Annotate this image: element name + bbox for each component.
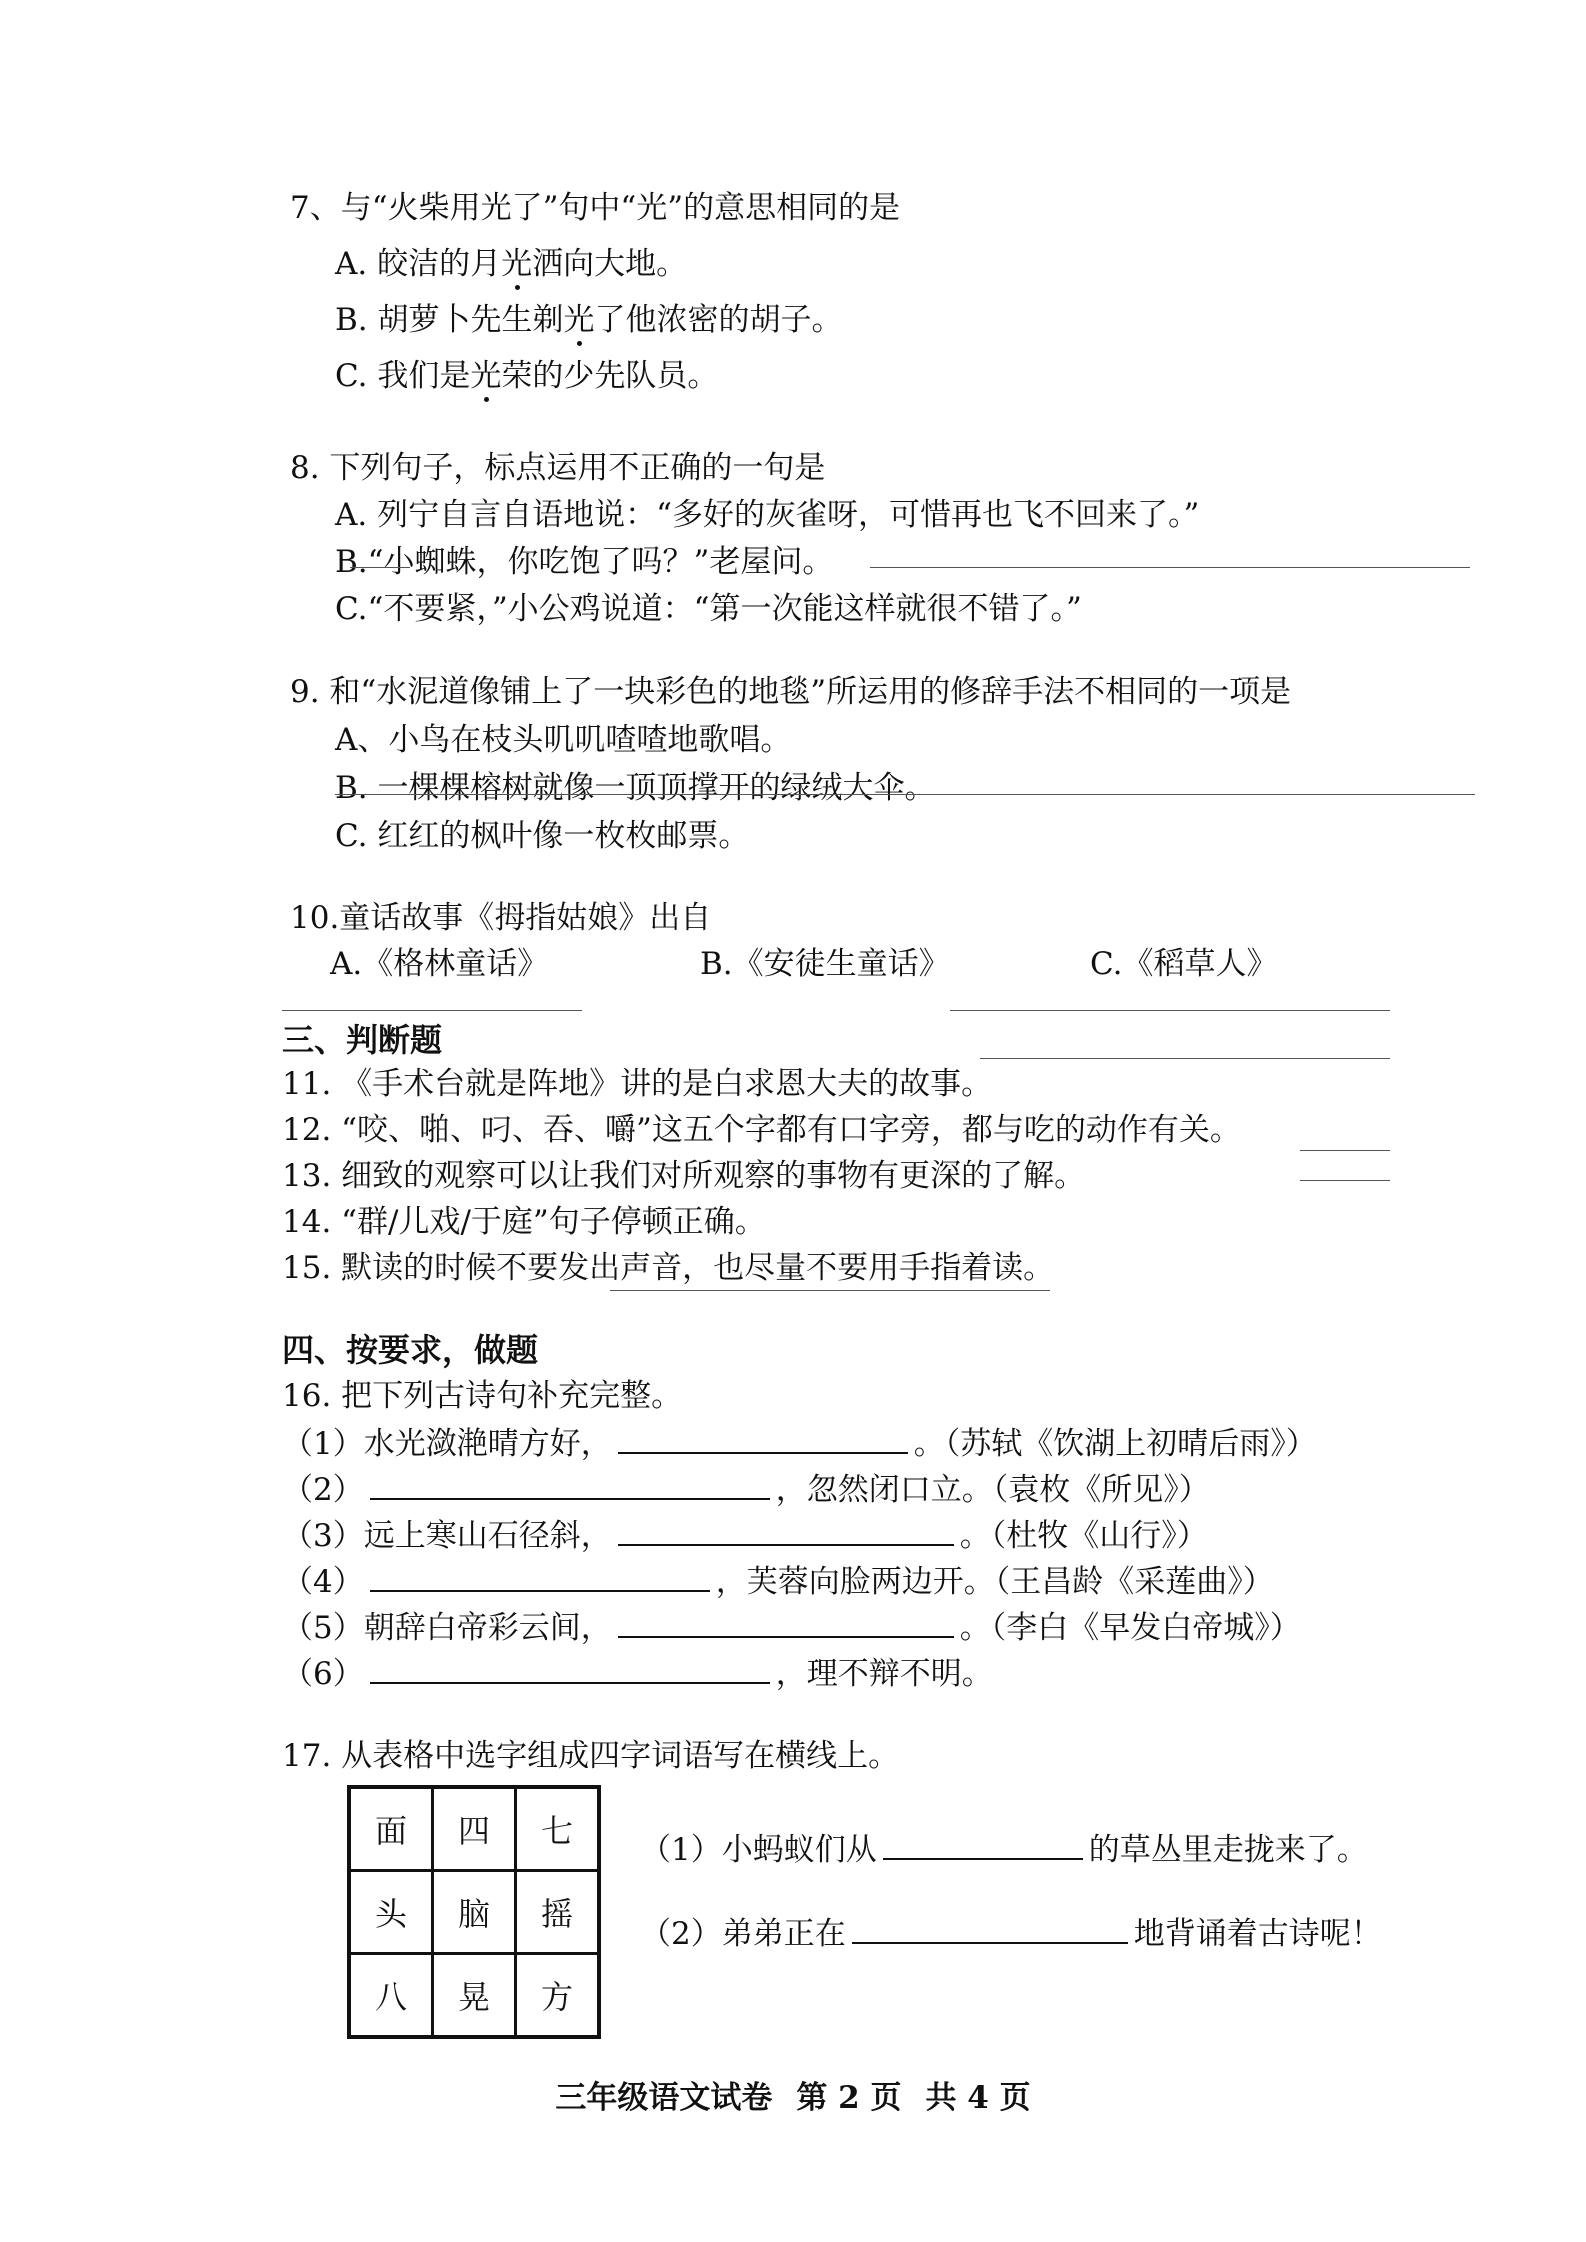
page-number: 第 2 页	[796, 2080, 902, 2116]
question-10-option-a: A.《格林童话》	[330, 946, 549, 982]
judgment-item-14: 14. “群/儿戏/于庭”句子停顿正确。	[282, 1204, 766, 1240]
scan-mark	[335, 794, 1475, 795]
question-10-option-c: C.《稻草人》	[1090, 946, 1278, 982]
question-9-stem: 9. 和“水泥道像铺上了一块彩色的地毯”所运用的修辞手法不相同的一项是	[290, 674, 1292, 710]
question-7-option-b	[335, 300, 843, 340]
section-3-title: 三、判断题	[282, 1021, 443, 1059]
sentence-text: （1）小蚂蚁们从	[640, 1832, 877, 1868]
question-10-option-b: B.《安徒生童话》	[700, 946, 950, 982]
option-text: 了他浓密的胡子。	[594, 302, 843, 338]
judgment-item-15: 15. 默读的时候不要发出声音，也尽量不要用手指着读。	[282, 1250, 1055, 1286]
poem-text: （5）朝辞白帝彩云间，	[282, 1610, 612, 1646]
poem-text: （3）远上寒山石径斜，	[282, 1518, 612, 1554]
poem-line-3	[282, 1514, 1208, 1556]
question-10-stem: 10.童话故事《拇指姑娘》出自	[290, 900, 712, 936]
poem-source: 。（李白《早发白帝城》）	[959, 1610, 1301, 1646]
option-text: 荣的少先队员。	[501, 358, 719, 394]
poem-source: 。（苏轼《饮湖上初晴后雨》）	[913, 1426, 1317, 1462]
option-text: 洒向大地。	[532, 246, 688, 282]
judgment-item-12: 12. “咬、啪、叼、吞、嚼”这五个字都有口字旁，都与吃的动作有关。	[282, 1112, 1241, 1148]
total-pages: 共 4 页	[925, 2080, 1031, 2116]
option-text: C. 我们是	[335, 358, 471, 394]
scan-mark	[950, 1010, 1390, 1011]
question-8-option-c: C.“不要紧，”小公鸡说道：“第一次能这样就很不错了。”	[335, 591, 1082, 627]
poem-source: 。（杜牧《山行》）	[959, 1518, 1208, 1554]
question-8-option-b: B.“小蜘蛛，你吃饱了吗？”老屋问。	[335, 544, 834, 580]
grid-cell: 头	[349, 1871, 433, 1954]
question-9-option-a: A、小鸟在枝头叽叽喳喳地歌唱。	[335, 722, 792, 758]
grid-cell: 摇	[516, 1871, 600, 1954]
scan-mark	[870, 567, 1470, 568]
question-17-sentence-2	[640, 1912, 1382, 1954]
option-text: B. 胡萝卜先生剃	[335, 302, 564, 338]
answer-blank[interactable]	[370, 1468, 770, 1500]
emphasis-char: 光	[470, 358, 502, 394]
grid-cell: 八	[349, 1954, 433, 2038]
grid-cell: 四	[433, 1787, 516, 1871]
poem-source: ，芙蓉向脸两边开。（王昌龄《采莲曲》）	[715, 1564, 1274, 1600]
grid-cell: 七	[516, 1787, 600, 1871]
answer-blank[interactable]	[852, 1912, 1128, 1944]
sentence-text: 地背诵着古诗呢！	[1133, 1916, 1382, 1952]
poem-text: （2）	[282, 1472, 364, 1508]
answer-blank[interactable]	[618, 1422, 908, 1454]
option-text: A. 皎洁的月	[335, 246, 502, 282]
question-16-stem: 16. 把下列古诗句补充完整。	[282, 1378, 683, 1414]
poem-source: ，忽然闭口立。（袁枚《所见》）	[775, 1472, 1210, 1508]
scan-mark	[350, 567, 410, 568]
answer-blank[interactable]	[618, 1606, 954, 1638]
section-4-title: 四、按要求，做题	[282, 1331, 539, 1369]
emphasis-char: 光	[563, 302, 595, 338]
question-8-option-a: A. 列宁自言自语地说：“多好的灰雀呀，可惜再也飞不回来了。”	[335, 497, 1200, 533]
scan-mark	[980, 1058, 1390, 1059]
poem-line-6	[282, 1652, 993, 1694]
grid-cell: 脑	[433, 1871, 516, 1954]
grid-cell: 面	[349, 1787, 433, 1871]
poem-text: （4）	[282, 1564, 364, 1600]
question-7-stem: 7、与“火柴用光了”句中“光”的意思相同的是	[290, 190, 901, 226]
answer-blank[interactable]	[370, 1652, 770, 1684]
scan-mark	[1300, 1180, 1390, 1181]
emphasis-char: 光	[501, 246, 533, 282]
poem-text: （1）水光潋滟晴方好，	[282, 1426, 612, 1462]
judgment-item-13: 13. 细致的观察可以让我们对所观察的事物有更深的了解。	[282, 1158, 1086, 1194]
question-7-option-c	[335, 356, 718, 396]
poem-line-2	[282, 1468, 1210, 1510]
question-17-sentence-1	[640, 1828, 1368, 1870]
scan-mark	[610, 1290, 1050, 1291]
scan-mark	[1300, 1150, 1390, 1151]
scan-mark	[282, 1010, 582, 1011]
question-17-stem: 17. 从表格中选字组成四字词语写在横线上。	[282, 1738, 900, 1774]
poem-source: ，理不辩不明。	[775, 1656, 993, 1692]
answer-blank[interactable]	[370, 1560, 710, 1592]
question-8-stem: 8. 下列句子，标点运用不正确的一句是	[290, 450, 826, 486]
page-footer	[0, 2072, 1586, 2117]
exam-subject: 三年级语文试卷	[555, 2080, 773, 2116]
poem-text: （6）	[282, 1656, 364, 1692]
poem-line-5	[282, 1606, 1301, 1648]
poem-line-1	[282, 1422, 1317, 1464]
answer-blank[interactable]	[618, 1514, 954, 1546]
answer-blank[interactable]	[883, 1828, 1083, 1860]
question-7-option-a	[335, 244, 687, 284]
question-9-option-c: C. 红红的枫叶像一枚枚邮票。	[335, 818, 750, 854]
judgment-item-11: 11. 《手术台就是阵地》讲的是白求恩大夫的故事。	[282, 1066, 993, 1102]
sentence-text: 的草丛里走拢来了。	[1088, 1832, 1368, 1868]
poem-line-4	[282, 1560, 1274, 1602]
sentence-text: （2）弟弟正在	[640, 1916, 846, 1952]
grid-cell: 晃	[433, 1954, 516, 2038]
character-grid	[347, 1785, 601, 2039]
question-9-option-b: B. 一棵棵榕树就像一顶顶撑开的绿绒大伞。	[335, 770, 936, 806]
grid-cell: 方	[516, 1954, 600, 2038]
